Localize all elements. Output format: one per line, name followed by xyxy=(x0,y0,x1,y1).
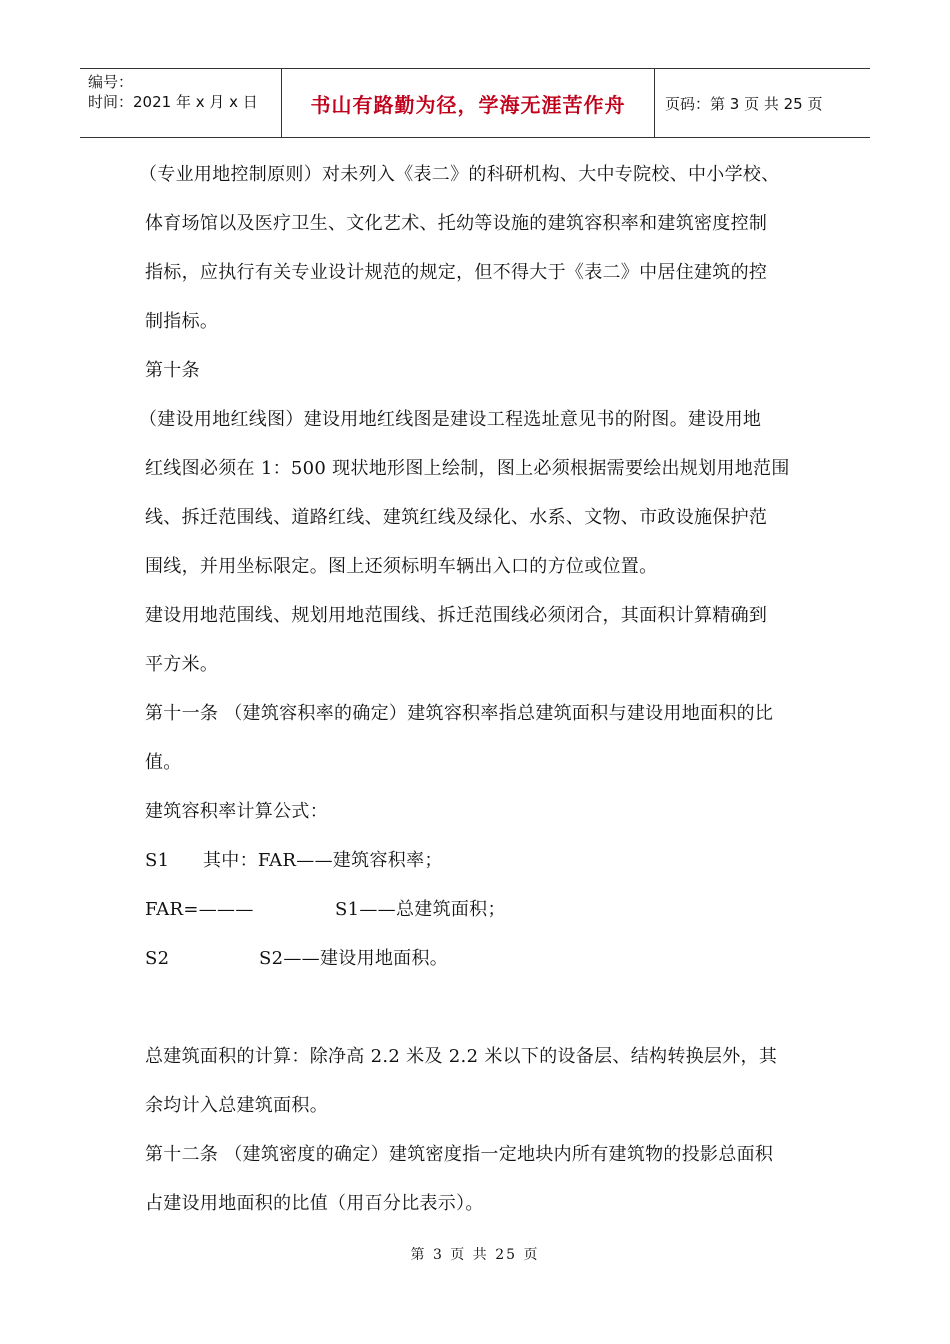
page-footer: 第 3 页 共 25 页 xyxy=(410,1247,540,1263)
article-heading: 第十条 xyxy=(145,360,200,381)
formula-row xyxy=(145,836,810,885)
paragraph-line: 建设用地范围线、规划用地范围线、拆迁范围线必须闭合，其面积计算精确到 xyxy=(145,605,768,626)
formula-definition: 其中：FAR——建筑容积率； xyxy=(203,850,443,871)
header-page-info: 页码：第 3 页 共 25 页 xyxy=(665,94,823,113)
paragraph-line: 余均计入总建筑面积。 xyxy=(145,1095,328,1116)
paragraph-line: 总建筑面积的计算：除净高 2.2 米及 2.2 米以下的设备层、结构转换层外，其 xyxy=(145,1046,778,1067)
document-body xyxy=(139,150,810,1228)
header-meta xyxy=(80,69,282,137)
paragraph-line: 红线图必须在 1：500 现状地形图上绘制，图上必须根据需要绘出规划用地范围 xyxy=(145,458,790,479)
paragraph-line: 建筑容积率计算公式： xyxy=(145,801,328,822)
formula-denominator: S2 xyxy=(145,948,170,969)
blank-line xyxy=(145,983,810,1032)
paragraph-line: 值。 xyxy=(145,752,182,773)
paragraph-line: 制指标。 xyxy=(145,311,219,332)
paragraph-line: 占建设用地面积的比值（用百分比表示）。 xyxy=(145,1193,484,1214)
page-header xyxy=(80,68,870,138)
formula-definition: S1——总建筑面积； xyxy=(335,899,506,920)
paragraph-line: 平方米。 xyxy=(145,654,219,675)
paragraph-line: 第十二条 （建筑密度的确定）建筑密度指一定地块内所有建筑物的投影总面积 xyxy=(145,1144,774,1165)
formula-row xyxy=(145,934,810,983)
paragraph-line: 围线，并用坐标限定。图上还须标明车辆出入口的方位或位置。 xyxy=(145,556,658,577)
formula-numerator: S1 xyxy=(145,850,170,871)
paragraph-line: 线、拆迁范围线、道路红线、建筑红线及绿化、水系、文物、市政设施保护范 xyxy=(145,507,768,528)
header-motto: 书山有路勤为径，学海无涯苦作舟 xyxy=(282,69,655,137)
paragraph-line: 指标，应执行有关专业设计规范的规定，但不得大于《表二》中居住建筑的控 xyxy=(145,262,768,283)
document-date-label: 时间：2021 年 x 月 x 日 xyxy=(88,93,258,111)
paragraph-line: （专业用地控制原则）对未列入《表二》的科研机构、大中专院校、中小学校、 xyxy=(139,164,780,185)
document-number-label: 编号： xyxy=(88,73,134,91)
paragraph-line: 第十一条 （建筑容积率的确定）建筑容积率指总建筑面积与建设用地面积的比 xyxy=(145,703,774,724)
paragraph-line: 体育场馆以及医疗卫生、文化艺术、托幼等设施的建筑容积率和建筑密度控制 xyxy=(145,213,768,234)
formula-definition: S2——建设用地面积。 xyxy=(259,948,449,969)
paragraph-line: （建设用地红线图）建设用地红线图是建设工程选址意见书的附图。建设用地 xyxy=(139,409,762,430)
formula-fraction-bar: FAR=——— xyxy=(145,899,254,920)
formula-row xyxy=(145,885,810,934)
